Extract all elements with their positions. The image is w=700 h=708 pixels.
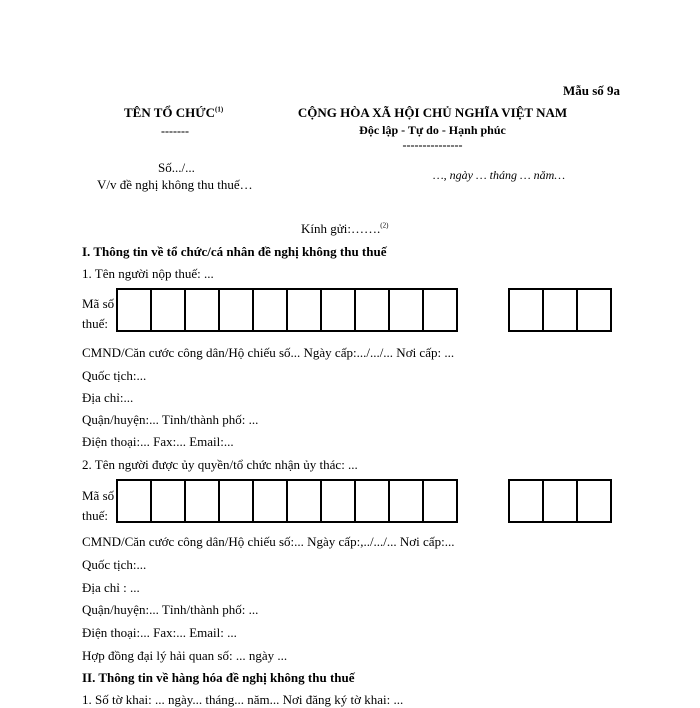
org-name-block xyxy=(124,105,223,121)
motto-underline: --------------- xyxy=(402,138,463,152)
tax-code-branch-box[interactable] xyxy=(578,288,612,332)
tax-code-digit-box[interactable] xyxy=(152,288,186,332)
agent-district: Quận/huyện:... Tỉnh/thành phố: ... xyxy=(82,602,259,617)
taxpayer-name: 1. Tên người nộp thuế: ... xyxy=(82,266,214,281)
tax-code-digit-box[interactable] xyxy=(186,288,220,332)
tax-code-label-line2: thuế: xyxy=(82,316,108,331)
agent-tax-code-digit-box[interactable] xyxy=(152,479,186,523)
agent-id-line: CMND/Căn cước công dân/Hộ chiếu số:... Ngày cấp:,../.../... Nơi cấp:... xyxy=(82,534,455,549)
doc-subject: V/v đề nghị không thu thuế… xyxy=(97,177,253,192)
org-underline: ------- xyxy=(161,124,189,138)
agent-tax-code-digit-box[interactable] xyxy=(186,479,220,523)
agent-tax-code-digit-box[interactable] xyxy=(390,479,424,523)
section2-heading: II. Thông tin về hàng hóa đề nghị không thu thuế xyxy=(82,670,355,685)
agent-tax-code-boxes-main xyxy=(116,479,458,523)
org-name-note: (1) xyxy=(215,105,224,114)
agent-phone: Điện thoại:... Fax:... Email: ... xyxy=(82,625,237,640)
tax-code-digit-box[interactable] xyxy=(220,288,254,332)
phone: Điện thoại:... Fax:... Email:... xyxy=(82,434,234,449)
tax-code-label-line1: Mã số xyxy=(82,296,115,311)
agent-tax-code-branch-box[interactable] xyxy=(544,479,578,523)
nationality: Quốc tịch:... xyxy=(82,368,147,383)
agent-address: Địa chỉ : ... xyxy=(82,580,140,595)
tax-code-label xyxy=(82,294,114,334)
agent-tax-code-digit-box[interactable] xyxy=(288,479,322,523)
agent-tax-code-branch-box[interactable] xyxy=(578,479,612,523)
tax-code-digit-box[interactable] xyxy=(390,288,424,332)
agent-nationality: Quốc tịch:... xyxy=(82,557,147,572)
district: Quận/huyện:... Tỉnh/thành phố: ... xyxy=(82,412,259,427)
motto-title: CỘNG HÒA XÃ HỘI CHỦ NGHĨA VIỆT NAM xyxy=(297,105,568,120)
customs-contract: Hợp đồng đại lý hải quan số: ... ngày ... xyxy=(82,648,288,663)
agent-tax-code-label-line1: Mã số xyxy=(82,488,115,503)
doc-number: Số.../... xyxy=(158,160,195,175)
agent-tax-code-digit-box[interactable] xyxy=(356,479,390,523)
agent-tax-code-boxes-branch xyxy=(508,479,612,523)
date-line: …, ngày … tháng … năm… xyxy=(433,168,566,182)
org-name: TÊN TỔ CHỨC xyxy=(124,105,216,120)
tax-code-branch-box[interactable] xyxy=(544,288,578,332)
agent-name: 2. Tên người được ủy quyền/tổ chức nhận ủy thác: ... xyxy=(82,457,358,472)
agent-tax-code-digit-box[interactable] xyxy=(254,479,288,523)
recipient-text: Kính gửi:……. xyxy=(301,221,381,236)
agent-tax-code-digit-box[interactable] xyxy=(220,479,254,523)
motto-subtitle: Độc lập - Tự do - Hạnh phúc xyxy=(359,123,506,137)
tax-code-digit-box[interactable] xyxy=(254,288,288,332)
recipient xyxy=(301,221,388,237)
tax-code-digit-box[interactable] xyxy=(288,288,322,332)
section1-heading: I. Thông tin về tổ chức/cá nhân đề nghị không thu thuế xyxy=(82,244,387,259)
tax-code-digit-box[interactable] xyxy=(356,288,390,332)
agent-tax-code-digit-box[interactable] xyxy=(118,479,152,523)
tax-code-digit-box[interactable] xyxy=(118,288,152,332)
form-code: Mẫu số 9a xyxy=(562,83,620,98)
tax-code-digit-box[interactable] xyxy=(424,288,458,332)
agent-tax-code-label xyxy=(82,486,114,526)
address: Địa chỉ:... xyxy=(82,390,134,405)
agent-tax-code-digit-box[interactable] xyxy=(322,479,356,523)
recipient-note: (2) xyxy=(380,221,389,230)
tax-code-digit-box[interactable] xyxy=(322,288,356,332)
agent-tax-code-branch-box[interactable] xyxy=(510,479,544,523)
id-line: CMND/Căn cước công dân/Hộ chiếu số... Ngày cấp:.../.../... Nơi cấp: ... xyxy=(82,345,455,360)
tax-code-branch-box[interactable] xyxy=(510,288,544,332)
tax-code-boxes-main xyxy=(116,288,458,332)
tax-code-boxes-branch xyxy=(508,288,612,332)
declaration-line: 1. Số tờ khai: ... ngày... tháng... năm... Nơi đăng ký tờ khai: ... xyxy=(82,692,404,707)
agent-tax-code-digit-box[interactable] xyxy=(424,479,458,523)
agent-tax-code-label-line2: thuế: xyxy=(82,508,108,523)
